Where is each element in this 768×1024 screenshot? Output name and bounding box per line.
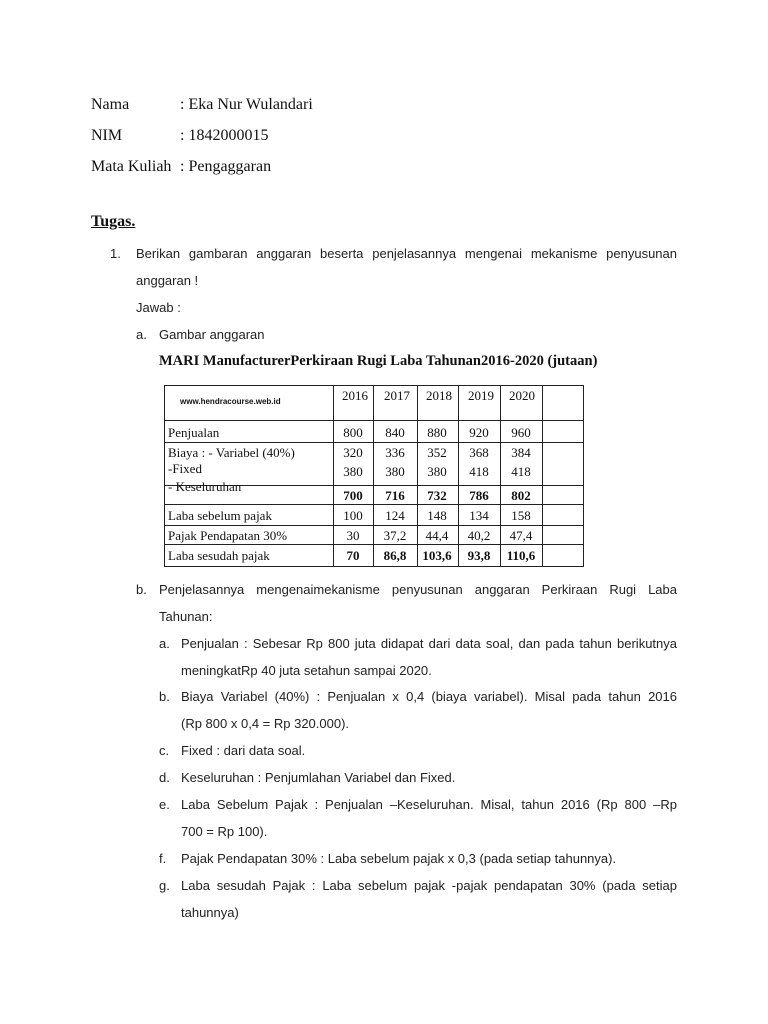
label-biaya: Biaya : - Variabel (40%) (168, 445, 295, 460)
year-2019: 2019 (468, 388, 494, 403)
item-c-marker: c. (159, 743, 170, 758)
cell-penjualan-2016: 800 (343, 425, 363, 440)
course-row (91, 157, 272, 177)
year-2016: 2016 (342, 388, 368, 403)
label-pajak: Pajak Pendapatan 30% (168, 528, 288, 543)
cell-variabel-2020: 384 (511, 445, 531, 460)
cell-keseluruhan-2020: 802 (511, 488, 531, 503)
label-keseluruhan: - Keseluruhan (168, 479, 242, 494)
nim-row (91, 126, 269, 146)
cell-keseluruhan-2017: 716 (385, 488, 405, 503)
cell-keseluruhan-2016: 700 (343, 488, 363, 503)
b-marker: b. (136, 582, 147, 597)
cell-fixed-2017: 380 (385, 464, 405, 479)
item-b-line1: Biaya Variabel (40%) : Penjualan x 0,4 (biaya variabel). Misal pada tahun 2016 (181, 689, 677, 704)
item-c-line1: Fixed : dari data soal. (181, 743, 306, 758)
label-laba-sesudah: Laba sesudah pajak (168, 548, 270, 563)
cell-pajak-2019: 40,2 (467, 528, 491, 543)
label-laba-sebelum: Laba sebelum pajak (168, 508, 272, 523)
cell-laba-sesudah-2018: 103,6 (422, 548, 452, 563)
year-2020: 2020 (509, 388, 535, 403)
item-f-marker: f. (159, 851, 167, 866)
cell-laba-sebelum-2018: 148 (427, 508, 447, 523)
cell-laba-sebelum-2019: 134 (469, 508, 489, 523)
b-line2: Tahunan: (159, 609, 213, 624)
label-fixed: -Fixed (168, 461, 202, 476)
item-b-line2: (Rp 800 x 0,4 = Rp 320.000). (181, 716, 350, 731)
cell-pajak-2020: 47,4 (509, 528, 533, 543)
cell-laba-sebelum-2016: 100 (343, 508, 363, 523)
year-2017: 2017 (384, 388, 410, 403)
cell-laba-sesudah-2020: 110,6 (506, 548, 536, 563)
cell-fixed-2019: 418 (469, 464, 489, 479)
item-e-marker: e. (159, 797, 170, 812)
cell-laba-sesudah-2019: 93,8 (467, 548, 491, 563)
cell-variabel-2017: 336 (385, 445, 405, 460)
year-2018: 2018 (426, 388, 452, 403)
item-a-line2: meningkatRp 40 juta setahun sampai 2020. (181, 663, 432, 678)
item-e-line2: 700 = Rp 100). (181, 824, 268, 839)
q1-text-line1: Berikan gambaran anggaran beserta penjelasannya mengenai mekanisme penyusunan (136, 246, 677, 261)
cell-laba-sesudah-2016: 70 (346, 548, 360, 563)
nim-label: NIM (91, 127, 123, 144)
cell-variabel-2016: 320 (343, 445, 363, 460)
cell-laba-sebelum-2020: 158 (511, 508, 531, 523)
cell-penjualan-2019: 920 (469, 425, 489, 440)
cell-penjualan-2020: 960 (511, 425, 531, 440)
cell-keseluruhan-2018: 732 (427, 488, 447, 503)
item-d-line1: Keseluruhan : Penjumlahan Variabel dan Fixed. (181, 770, 456, 785)
b-line1: Penjelasannya mengenaimekanisme penyusunan anggaran Perkiraan Rugi Laba (159, 582, 677, 597)
item-b-marker: b. (159, 689, 170, 704)
q1-number: 1. (110, 246, 121, 261)
cell-variabel-2019: 368 (469, 445, 489, 460)
name-row (91, 95, 313, 115)
item-a-marker: a. (159, 636, 170, 651)
cell-fixed-2016: 380 (343, 464, 363, 479)
name-value: : Eka Nur Wulandari (180, 96, 313, 113)
jawab-label: Jawab : (136, 300, 181, 315)
label-penjualan: Penjualan (168, 425, 220, 440)
cell-variabel-2018: 352 (427, 445, 447, 460)
item-e-line1: Laba Sebelum Pajak : Penjualan –Keseluruhan. Misal, tahun 2016 (Rp 800 –Rp (181, 797, 677, 812)
cell-penjualan-2018: 880 (427, 425, 447, 440)
cell-laba-sesudah-2017: 86,8 (383, 548, 407, 563)
a-marker: a. (136, 327, 147, 342)
cell-keseluruhan-2019: 786 (469, 488, 489, 503)
item-g-line1: Laba sesudah Pajak : Laba sebelum pajak -pajak pendapatan 30% (pada setiap (181, 878, 677, 893)
item-d-marker: d. (159, 770, 170, 785)
cell-laba-sebelum-2017: 124 (385, 508, 405, 523)
cell-pajak-2017: 37,2 (383, 528, 407, 543)
name-label: Nama (91, 96, 130, 113)
tugas-heading: Tugas. (91, 213, 136, 230)
cell-fixed-2018: 380 (427, 464, 447, 479)
table-title: MARI ManufacturerPerkiraan Rugi Laba Tahunan2016-2020 (jutaan) (159, 353, 598, 369)
course-value: : Pengaggaran (180, 158, 272, 175)
cell-pajak-2018: 44,4 (425, 528, 449, 543)
item-a-line1: Penjualan : Sebesar Rp 800 juta didapat dari data soal, dan pada tahun berikutnya (181, 636, 677, 651)
item-f-line1: Pajak Pendapatan 30% : Laba sebelum pajak x 0,3 (pada setiap tahunnya). (181, 851, 617, 866)
item-g-marker: g. (159, 878, 170, 893)
cell-pajak-2016: 30 (346, 528, 360, 543)
item-g-line2: tahunnya) (181, 905, 239, 920)
q1-text-line2: anggaran ! (136, 273, 199, 288)
cell-penjualan-2017: 840 (385, 425, 405, 440)
cell-fixed-2020: 418 (511, 464, 531, 479)
course-label: Mata Kuliah (91, 158, 172, 175)
a-label: Gambar anggaran (159, 327, 265, 342)
table-content (164, 385, 584, 567)
table-site: www.hendracourse.web.id (180, 397, 281, 406)
nim-value: : 1842000015 (180, 127, 269, 144)
